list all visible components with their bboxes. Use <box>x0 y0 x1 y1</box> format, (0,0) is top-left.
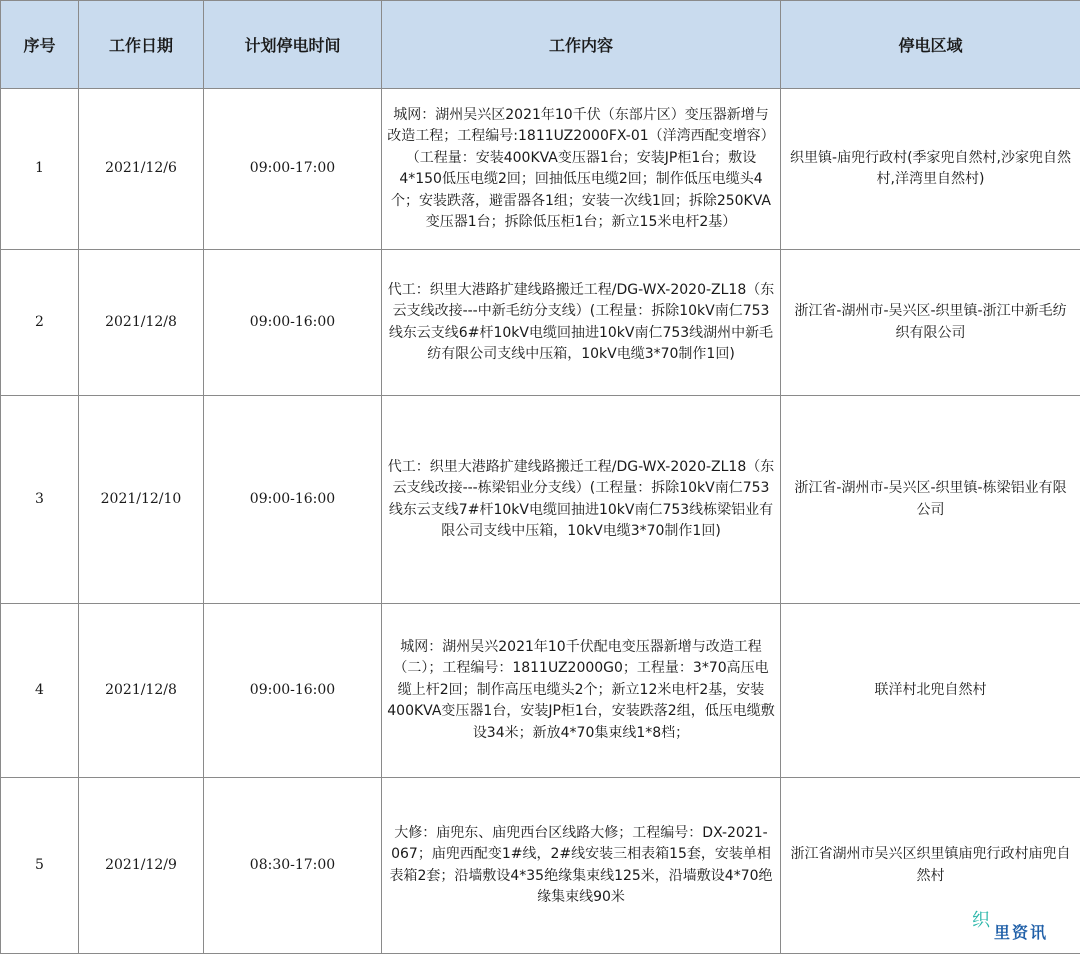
cell-date: 2021/12/9 <box>79 778 204 954</box>
cell-time: 09:00-17:00 <box>204 89 382 250</box>
table-row <box>1 396 1080 604</box>
cell-date: 2021/12/10 <box>79 396 204 604</box>
cell-time: 09:00-16:00 <box>204 604 382 778</box>
cell-area: 联洋村北兜自然村 <box>781 604 1080 778</box>
cell-time: 09:00-16:00 <box>204 396 382 604</box>
cell-content: 城网：湖州吴兴2021年10千伏配电变压器新增与改造工程（二）；工程编号：1811UZ2000G0；工程量：3*70高压电缆上杆2回；制作高压电缆头2个；新立12米电杆2基，安装400KVA变压器1台，安装JP柜1台，安装跌落2组，低压电缆敷设34米；新放4*70集束线1*8档； <box>382 604 781 778</box>
header-date: 工作日期 <box>79 1 204 89</box>
header-time: 计划停电时间 <box>204 1 382 89</box>
cell-content: 代工：织里大港路扩建线路搬迁工程/DG-WX-2020-ZL18（东云支线改接---栋梁铝业分支线）(工程量：拆除10kV南仁753线东云支线7#杆10kV电缆回抽进10kV南仁753线栋梁铝业有限公司支线中压箱，10kV电缆3*70制作1回) <box>382 396 781 604</box>
cell-time: 08:30-17:00 <box>204 778 382 954</box>
cell-area: 浙江省-湖州市-吴兴区-织里镇-浙江中新毛纺织有限公司 <box>781 250 1080 396</box>
table-row <box>1 604 1080 778</box>
cell-time: 09:00-16:00 <box>204 250 382 396</box>
cell-area: 织里镇-庙兜行政村(季家兜自然村,沙家兜自然村,洋湾里自然村) <box>781 89 1080 250</box>
watermark-char: 织 <box>972 910 992 931</box>
watermark-logo <box>972 918 1048 944</box>
table-row <box>1 89 1080 250</box>
cell-date: 2021/12/8 <box>79 604 204 778</box>
cell-date: 2021/12/8 <box>79 250 204 396</box>
table-row <box>1 778 1080 954</box>
header-area: 停电区域 <box>781 1 1080 89</box>
header-content: 工作内容 <box>382 1 781 89</box>
cell-content: 城网：湖州吴兴区2021年10千伏（东部片区）变压器新增与改造工程；工程编号:1811UZ2000FX-01（洋湾西配变增容）（工程量：安装400KVA变压器1台；安装JP柜1台；敷设4*150低压电缆2回；回抽低压电缆2回；制作低压电缆头4个；安装跌落，避雷器各1组；安装一次线1回；拆除250KVA变压器1台；拆除低压柜1台；新立15米电杆2基） <box>382 89 781 250</box>
table-header-row <box>1 1 1080 89</box>
cell-area: 浙江省-湖州市-吴兴区-织里镇-栋梁铝业有限公司 <box>781 396 1080 604</box>
watermark-text: 里资讯 <box>994 923 1048 942</box>
header-seq: 序号 <box>1 1 79 89</box>
cell-area: 浙江省湖州市吴兴区织里镇庙兜行政村庙兜自然村 <box>781 778 1080 954</box>
cell-seq: 1 <box>1 89 79 250</box>
table-row <box>1 250 1080 396</box>
cell-seq: 2 <box>1 250 79 396</box>
cell-seq: 5 <box>1 778 79 954</box>
cell-seq: 3 <box>1 396 79 604</box>
cell-content: 大修：庙兜东、庙兜西台区线路大修；工程编号：DX-2021-067；庙兜西配变1#线，2#线安装三相表箱15套，安装单相表箱2套；沿墙敷设4*35绝缘集束线125米，沿墙敷设4*70绝缘集束线90米 <box>382 778 781 954</box>
cell-seq: 4 <box>1 604 79 778</box>
cell-date: 2021/12/6 <box>79 89 204 250</box>
cell-content: 代工：织里大港路扩建线路搬迁工程/DG-WX-2020-ZL18（东云支线改接---中新毛纺分支线）(工程量：拆除10kV南仁753线东云支线6#杆10kV电缆回抽进10kV南仁753线湖州中新毛纺有限公司支线中压箱，10kV电缆3*70制作1回) <box>382 250 781 396</box>
